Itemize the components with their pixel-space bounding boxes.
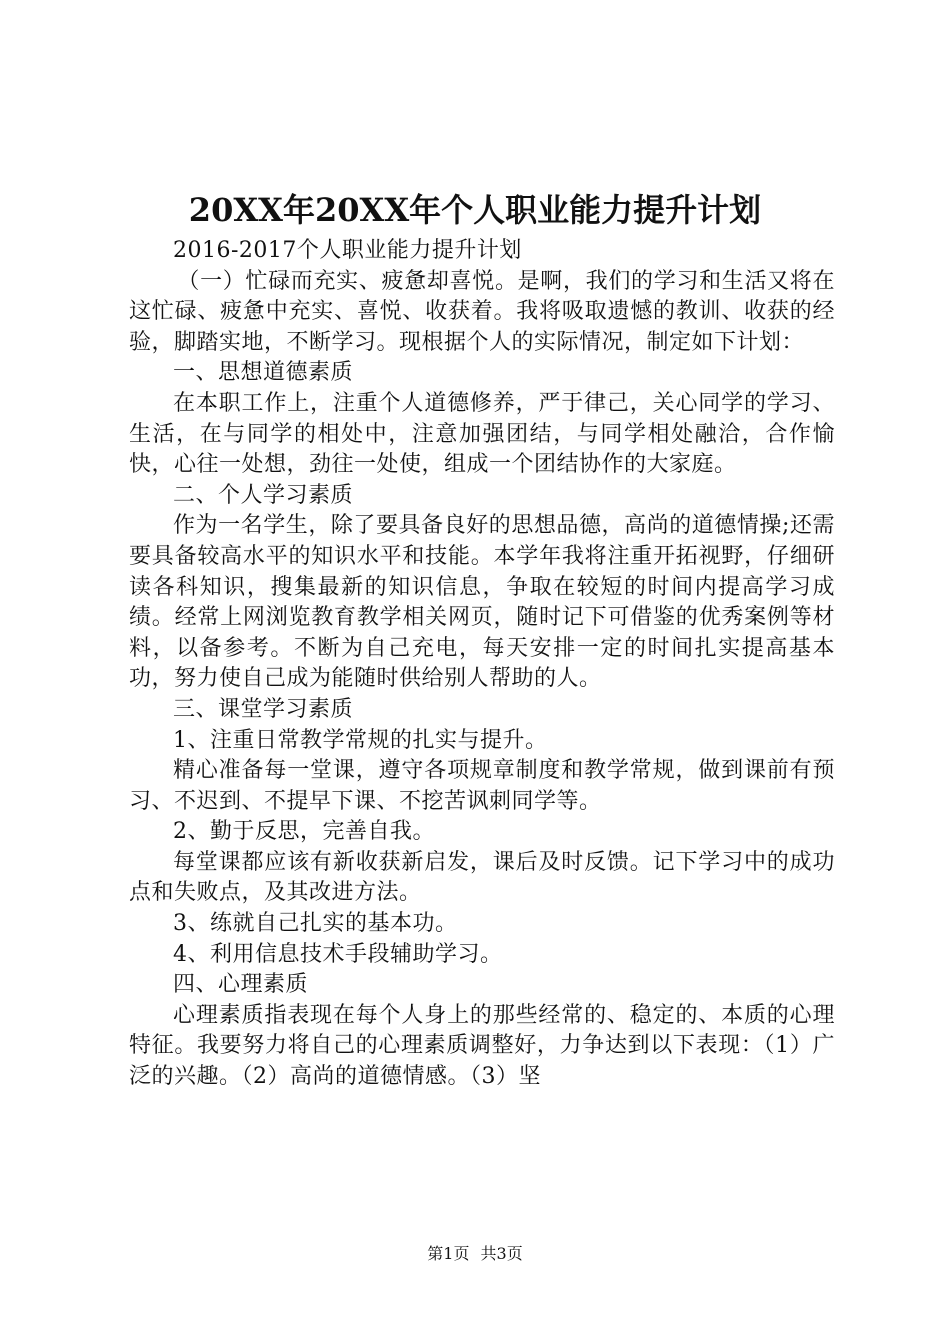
paragraph-intro: （一）忙碌而充实、疲惫却喜悦。是啊，我们的学习和生活又将在这忙碌、疲惫中充实、喜悦、收获着。我将吸取遗憾的教训、收获的经验，脚踏实地，不断学习。现根据个人的实际情况，制定如下计划： [129,268,835,355]
paragraph-classroom-1: 精心准备每一堂课，遵守各项规章制度和教学常规，做到课前有预习、不迟到、不提早下课、不挖苦讽刺同学等。 [129,758,835,814]
page-total: 共3页 [480,1244,523,1263]
document-subtitle: 2016-2017个人职业能力提升计划 [173,238,522,263]
list-item-classroom-4: 4、利用信息技术手段辅助学习。 [173,941,503,967]
paragraph-classroom-2: 每堂课都应该有新收获新启发，课后及时反馈。记下学习中的成功点和失败点，及其改进方法。 [129,849,835,906]
section-heading-psychology: 四、心理素质 [173,972,309,998]
page-number: 第1页 [427,1244,470,1263]
list-item-classroom-1: 1、注重日常教学常规的扎实与提升。 [173,727,548,753]
section-heading-classroom: 三、课堂学习素质 [173,696,354,722]
section-heading-moral: 一、思想道德素质 [173,360,354,386]
paragraph-psychology: 心理素质指表现在每个人身上的那些经常的、稳定的、本质的心理特征。我要努力将自己的心理素质调整好，力争达到以下表现：（1）广泛的兴趣。（2）高尚的道德情感。（3）坚 [129,1002,835,1090]
document-body [129,236,835,1093]
paragraph-moral: 在本职工作上，注重个人道德修养，严于律己，关心同学的学习、生活，在与同学的相处中，注意加强团结，与同学相处融洽，合作愉快，心往一处想，劲往一处使，组成一个团结协作的大家庭。 [129,390,835,478]
paragraph-study: 作为一名学生，除了要具备良好的思想品德，高尚的道德情操;还需要具备较高水平的知识水平和技能。本学年我将注重开拓视野，仔细研读各科知识，搜集最新的知识信息，争取在较短的时间内提高学习成绩。经常上网浏览教育教学相关网页，随时记下可借鉴的优秀案例等材料，以备参考。不断为自己充电，每天安排一定的时间扎实提高基本功，努力使自己成为能随时供给别人帮助的人。 [129,513,835,692]
list-item-classroom-2: 2、勤于反思，完善自我。 [173,819,435,845]
page-footer [0,1243,950,1265]
list-item-classroom-3: 3、练就自己扎实的基本功。 [173,911,458,937]
section-heading-study: 二、个人学习素质 [173,482,354,508]
document-title: 20XX年20XX年个人职业能力提升计划 [188,191,762,229]
